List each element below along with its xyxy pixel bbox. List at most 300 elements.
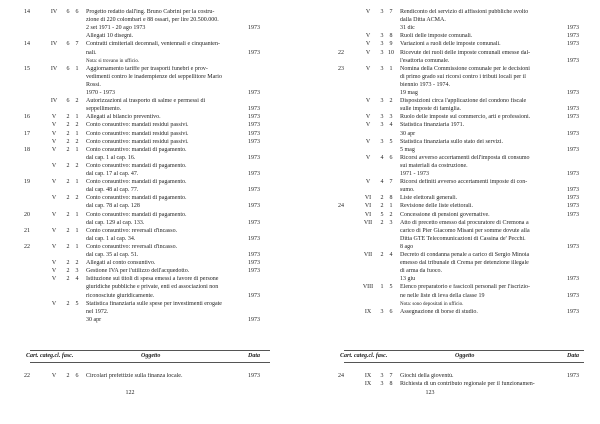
category: VI [364,195,372,202]
inventory-row [0,122,300,129]
object-description: Circolari prefettizie sulla finanza locale. [86,373,183,379]
object-description: Variazioni a ruoli delle imposte comunali. [400,41,501,48]
class: 2 [66,227,70,234]
inventory-row [314,9,600,16]
header-cart-categ-cl-fasc: Cart. categ.cl. fasc. [340,353,388,359]
object-description: Conto consuntivo: mandati residui passivi. [86,138,189,145]
object-description: carico di Pier Giacomo Misani per somme dovute alla [400,227,530,234]
fascicle: 2 [75,138,79,145]
carton-number: 22 [338,49,344,56]
category: V [51,260,57,267]
object-description: giuridiche pubbliche e private, enti ed associazioni non [86,284,219,291]
header-cart-categ-cl-fasc: Cart. categ.cl. fasc. [26,353,74,359]
category: VI [364,203,372,210]
fascicle: 3 [389,114,393,121]
class: 2 [66,211,70,218]
class: 2 [66,268,70,275]
object-description: Conto consuntivo: mandati di pagamento. [86,195,187,202]
inventory-row [314,212,600,219]
object-description: Statistica finanziaria 1971. [400,122,465,129]
date-year: 1973 [567,114,579,121]
date-year: 1973 [567,373,579,379]
category: V [51,179,57,186]
inventory-row [314,58,600,65]
inventory-row [314,309,600,316]
category: V [51,162,57,169]
fascicle: 1 [75,211,79,218]
object-description: 31 dic [400,25,415,32]
inventory-row [314,187,600,194]
object-description: Allegati al conto consuntivo. [86,260,156,267]
class: 3 [380,373,384,379]
class: 2 [66,276,70,283]
date-year: 1973 [567,203,579,210]
inventory-row [314,171,600,178]
object-description: riconosciute giuridicamente. [86,292,155,299]
date-year: 1973 [567,211,579,218]
inventory-row [0,147,300,154]
date-year: 1973 [248,292,260,299]
fascicle: 7 [389,373,393,379]
date-year: 1973 [248,260,260,267]
carton-number: 20 [24,211,30,218]
fascicle: 3 [389,219,393,226]
object-description: Conto consuntivo: mandati di pagamento. [86,162,187,169]
object-description: 8 ago [400,243,414,250]
inventory-row [0,74,300,81]
category: V [365,9,371,15]
class: 5 [380,211,384,218]
object-description: dal cap. 1 al cap. 16. [86,154,136,161]
date-year: 1973 [567,171,579,177]
carton-number: 24 [338,373,344,379]
object-description: dal cap. 78 al cap. 128 [86,203,140,210]
fascicle: 1 [389,203,393,210]
object-description: Concessione di pensioni governative. [400,211,490,218]
object-description: nali. [86,49,97,56]
object-description: Conto consuntivo: mandati di pagamento. [86,146,187,153]
inventory-row [0,171,300,178]
class: 2 [380,203,384,210]
right-page [300,0,600,424]
object-description: Conto consuntivo: mandati residui passivi. [86,130,189,137]
class: 3 [380,33,384,40]
fascicle: 2 [389,98,393,105]
object-description: Assegnazione di borse di studio. [400,308,478,315]
category: V [51,300,57,307]
inventory-row [0,163,300,170]
date-year: 1973 [248,252,260,258]
class: 3 [380,138,384,145]
inventory-row [0,25,300,32]
inventory-row [314,106,600,113]
object-description: sumo. [400,187,415,194]
object-description: nel 1972. [86,308,109,315]
class: 3 [380,308,384,315]
class: 6 [66,98,70,105]
object-description: 1970 - 1973 [86,90,115,96]
inventory-row [0,195,300,202]
object-description: dal cap. 17 al cap. 47. [86,171,139,177]
inventory-row [0,98,300,105]
object-description: Atto di precetto emesso dal procuratore di Cremona a [400,219,529,226]
category: VI [364,211,372,218]
inventory-row [0,228,300,235]
header-rule-top [344,350,584,351]
date-year: 1973 [567,187,579,194]
class: 2 [380,219,384,226]
inventory-row [314,25,600,32]
fascicle: 7 [389,179,393,186]
inventory-row [314,50,600,57]
fascicle: 10 [388,49,394,56]
class: 3 [380,41,384,48]
column-header [0,353,300,360]
fascicle: 1 [75,130,79,137]
category: V [51,373,57,379]
object-description: Statistica finanziaria sulle spese per investimenti erogate [86,300,222,307]
date-year: 1973 [567,130,579,137]
object-description: Ricevute dei ruoli delle imposte comunali emesse dal- [400,49,531,56]
category: V [365,65,371,72]
date-year: 1973 [248,203,260,210]
inventory-row [0,276,300,283]
inventory-row [0,58,300,65]
inventory-row [314,179,600,186]
column-header [314,353,600,360]
inventory-row [314,373,600,380]
class: 2 [66,122,70,129]
inventory-row [0,155,300,162]
inventory-row [314,90,600,97]
fascicle: 4 [75,276,79,283]
class: 3 [380,122,384,129]
object-description: Progetto redatto dall'ing. Bruno Cabrini per la costru- [86,9,215,15]
date-year: 1973 [248,373,260,379]
date-year: 1973 [567,308,579,315]
inventory-row [314,41,600,48]
date-year: 1973 [248,25,260,32]
object-description: Conto consuntivo: reversali d'incasso. [86,227,178,234]
date-year: 1973 [567,276,579,283]
inventory-row [314,252,600,259]
inventory-row [0,260,300,267]
category: V [51,276,57,283]
inventory-row [314,220,600,227]
inventory-row [0,106,300,113]
object-description: Allegati 10 disegni. [86,33,134,40]
carton-number: 16 [24,114,30,121]
object-description: Rossi. [86,81,101,88]
header-rule-top [30,350,270,351]
category: VIII [362,284,374,291]
category: V [51,114,57,121]
inventory-row [314,131,600,138]
inventory-row [314,122,600,129]
date-year: 1973 [248,187,260,194]
carton-number: 22 [24,373,30,379]
header-data: Data [248,353,260,359]
class: 2 [66,300,70,307]
inventory-row [314,33,600,40]
object-description: Conto consuntivo: mandati residui passivi. [86,122,189,129]
class: 3 [380,9,384,15]
object-description: Disposizioni circa l'applicazione del condono fiscale [400,98,527,105]
object-description: Decreto di condanna penale a carico di Sergio Minoia [400,252,530,258]
class: 2 [66,373,70,379]
fascicle: 7 [389,9,393,15]
date-year: 1973 [248,171,260,177]
inventory-row [314,98,600,105]
object-description: dal cap. 129 al cap. 133. [86,219,145,226]
inventory-row [0,41,300,48]
date-year: 1973 [567,41,579,48]
inventory-row [314,276,600,283]
header-oggetto: Oggetto [455,353,475,359]
inventory-row [0,66,300,73]
category: V [51,130,57,137]
category: IX [364,373,372,379]
category: IX [364,308,372,315]
category: V [365,114,371,121]
date-year: 1973 [248,90,260,96]
date-year: 1973 [567,25,579,32]
inventory-row [314,155,600,162]
object-description: sui materiali da costruzione. [400,162,468,169]
date-year: 1973 [567,33,579,40]
category: V [51,146,57,153]
category: V [51,122,57,129]
category: IV [50,65,58,72]
class: 2 [380,252,384,258]
header-data: Data [567,353,579,359]
object-description: Richiesta di un contributo regionale per il funzionamen- [400,381,535,388]
category: V [365,138,371,145]
inventory-row [314,244,600,251]
object-description: Contratti cimiteriali decennali, ventennali e cinquanten- [86,41,220,48]
class: 2 [66,138,70,145]
fascicle: 2 [75,195,79,202]
class: 3 [380,114,384,121]
category: VII [363,219,373,226]
header-rule-bottom [344,362,584,363]
object-description: 2 set 1971 - 20 ago 1973 [86,25,146,32]
fascicle: 2 [75,162,79,169]
date-year: 1973 [248,138,260,145]
category: V [365,33,371,40]
category: V [365,179,371,186]
object-description: Giochi della gioventù. [400,373,454,379]
inventory-row [0,187,300,194]
category: V [365,154,371,161]
object-description: Ricorsi definiti avverso accertamenti imposte di con- [400,179,528,186]
date-year: 1973 [567,292,579,299]
inventory-row [314,203,600,210]
date-year: 1973 [567,90,579,96]
inventory-row [0,293,300,300]
inventory-row [0,9,300,16]
object-description: 30 apr [86,316,102,323]
category: IV [50,41,58,48]
object-description: dal cap. 48 al cap. 77. [86,187,139,194]
object-description: Ruolo delle imposte sul commercio, arti e professioni. [400,114,531,121]
inventory-row [0,309,300,316]
class: 6 [66,41,70,48]
class: 2 [66,243,70,250]
fascicle: 4 [389,252,393,258]
fascicle: 5 [389,138,393,145]
inventory-row [314,228,600,235]
class: 1 [380,284,384,291]
class: 6 [66,9,70,15]
class: 2 [66,114,70,121]
fascicle: 2 [75,260,79,267]
object-description: Gestione IVA per l'utilizzo dell'acquedotto. [86,268,190,275]
class: 2 [66,130,70,137]
object-description: Liste elettorali generali. [400,195,458,202]
carton-number: 19 [24,179,30,186]
date-year: 1973 [248,122,260,129]
class: 3 [380,65,384,72]
object-description: di arma da fuoco. [400,268,442,275]
object-description: Conto consuntivo: mandati di pagamento. [86,179,187,186]
date-year: 1973 [248,219,260,226]
class: 6 [66,65,70,72]
object-description: emesso dal tribunale di Crema per detenzione illegale [400,260,529,267]
carton-number: 24 [338,203,344,210]
object-description: Ditta GTE Telecomunicazioni di Cassina de' Pecchi. [400,235,526,242]
category: V [51,138,57,145]
object-description: vedimenti contro le inadempienze del seppellitore Mario [86,73,222,80]
object-description: Nota: sono depositati in ufficio. [400,301,464,307]
inventory-row [0,82,300,89]
carton-number: 15 [24,65,30,72]
inventory-row [314,66,600,73]
object-description: dal cap. 35 al cap. 51. [86,252,139,258]
category: V [51,227,57,234]
inventory-row [314,82,600,89]
inventory-row [314,147,600,154]
class: 3 [380,98,384,105]
category: VII [363,252,373,258]
fascicle: 6 [75,9,79,15]
inventory-row [314,139,600,146]
fascicle: 1 [75,65,79,72]
inventory-row [314,17,600,24]
category: V [51,243,57,250]
object-description: Ruoli delle imposte comunali. [400,33,473,40]
fascicle: 6 [389,154,393,161]
fascicle: 1 [75,227,79,234]
fascicle: 8 [389,381,393,388]
inventory-row [0,220,300,227]
category: IV [50,98,58,105]
inventory-row [0,203,300,210]
carton-number: 21 [24,227,30,234]
carton-number: 14 [24,9,30,15]
category: V [365,41,371,48]
class: 2 [66,195,70,202]
category: V [51,211,57,218]
date-year: 1973 [248,114,260,121]
inventory-row [314,260,600,267]
fascicle: 1 [75,179,79,186]
object-description: Elenco preparatorio e fascicoli personali per l'iscrizio- [400,284,531,291]
object-description: Statistica finanziaria sullo stato dei servizi. [400,138,503,145]
inventory-row [314,284,600,291]
fascicle: 5 [389,284,393,291]
inventory-row [314,74,600,81]
object-description: seppellimento. [86,106,122,113]
category: V [51,268,57,275]
inventory-row [0,50,300,57]
class: 2 [66,179,70,186]
class: 2 [66,146,70,153]
object-description: biennio 1973 - 1974. [400,81,450,88]
object-description: Ricorsi avverso accertamenti dell'imposta di consumo [400,154,530,161]
object-description: Aggiornamento tariffe per trasporti funebri e prov- [86,65,208,72]
object-description: 19 mag [400,90,418,96]
fascicle: 4 [389,122,393,129]
category: V [365,98,371,105]
fascicle: 2 [389,211,393,218]
class: 4 [380,179,384,186]
fascicle: 9 [389,41,393,48]
fascicle: 7 [75,41,79,48]
date-year: 1973 [248,268,260,275]
date-year: 1973 [567,57,579,64]
inventory-row [0,244,300,251]
fascicle: 1 [75,114,79,121]
object-description: zione di 220 colombari e 88 ossari, per lire 20.500.000. [86,17,219,24]
inventory-row [314,114,600,121]
object-description: Autorizzazioni al trasporto di salme e permessi di [86,98,206,105]
fascicle: 8 [389,33,393,40]
date-year: 1973 [567,243,579,250]
inventory-row [0,301,300,308]
category: IV [50,9,58,15]
class: 4 [380,154,384,161]
class: 2 [66,260,70,267]
date-year: 1973 [567,195,579,202]
fascicle: 8 [389,195,393,202]
header-oggetto: Oggetto [141,353,161,359]
inventory-row [314,195,600,202]
carton-number: 23 [338,65,344,72]
class: 2 [66,162,70,169]
fascicle: 1 [389,65,393,72]
inventory-row [0,373,300,380]
object-description: Nota: si trovano in ufficio. [86,58,140,64]
object-description: ne nelle liste di leva della classe 19 [400,292,485,299]
inventory-row [0,90,300,97]
inventory-row [314,163,600,170]
inventory-row [0,252,300,259]
fascicle: 6 [389,308,393,315]
page-number: 122 [125,390,135,396]
carton-number: 22 [24,243,30,250]
fascicle: 1 [75,243,79,250]
object-description: sulle imposte di famiglia. [400,106,461,113]
inventory-row [0,317,300,324]
inventory-row [0,236,300,243]
inventory-row [314,293,600,300]
carton-number: 18 [24,146,30,153]
category: IX [364,381,372,388]
category: V [365,122,371,129]
class: 3 [380,381,384,388]
category: V [51,195,57,202]
